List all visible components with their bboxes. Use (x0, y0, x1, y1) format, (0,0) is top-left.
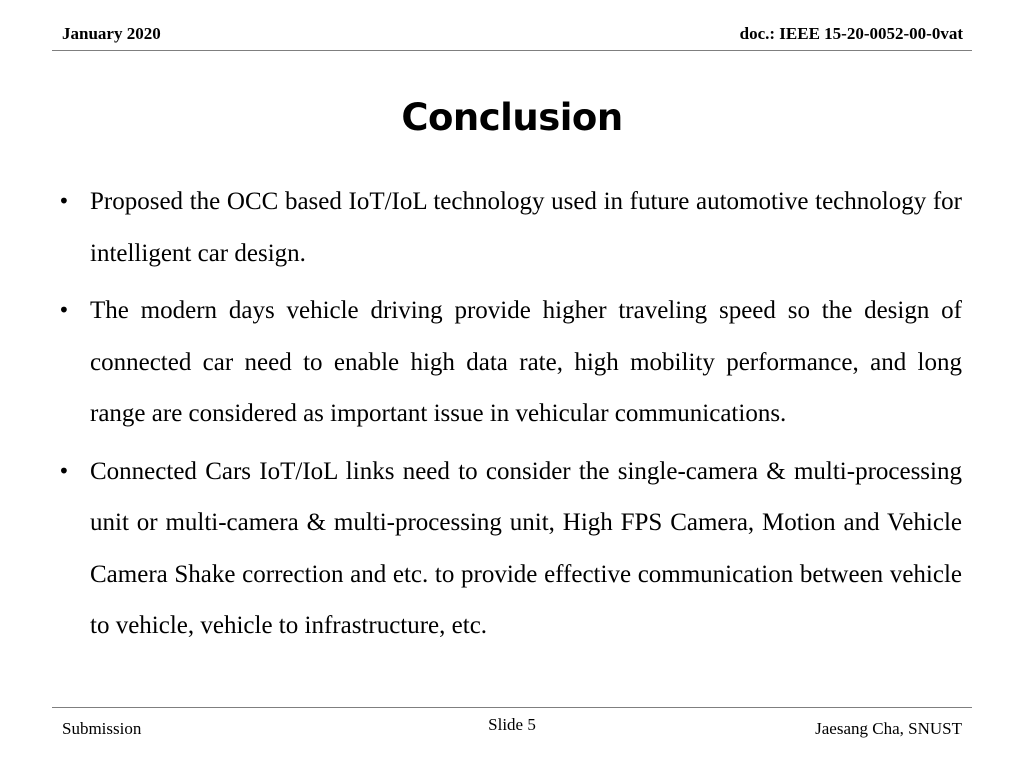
bullet-text: Connected Cars IoT/IoL links need to consider the single-camera & multi-processing unit or multi-camera & multi-processing unit, High FPS Camera, Motion and Vehicle Camera Shake correction and etc. to provide effective communication between vehicle to vehicle, vehicle to infrastructure, etc. (90, 457, 962, 639)
bullet-text: Proposed the OCC based IoT/IoL technology used in future automotive technology for intelligent car design. (90, 188, 962, 267)
header-divider (52, 50, 972, 51)
header-doc-id: doc.: IEEE 15-20-0052-00-0vat (739, 24, 963, 43)
slide-title: Conclusion (401, 96, 623, 139)
slide-number: Slide 5 (488, 715, 536, 734)
footer-author: Jaesang Cha, SNUST (815, 719, 962, 738)
bullet-marker: • (58, 458, 70, 483)
bullet-marker: • (58, 189, 70, 213)
bullet-marker: • (58, 298, 70, 322)
bullet-item (58, 446, 962, 652)
bullet-text: The modern days vehicle driving provide higher traveling speed so the design of connected car need to enable high data rate, high mobility performance, and long range are considered as important issue in vehicular communications. (90, 297, 962, 427)
header-date: January 2020 (62, 24, 161, 43)
bullet-item (58, 176, 962, 279)
bullet-item (58, 285, 962, 440)
footer-submission: Submission (62, 719, 142, 738)
bullet-list (58, 176, 962, 658)
footer-divider (52, 707, 972, 708)
